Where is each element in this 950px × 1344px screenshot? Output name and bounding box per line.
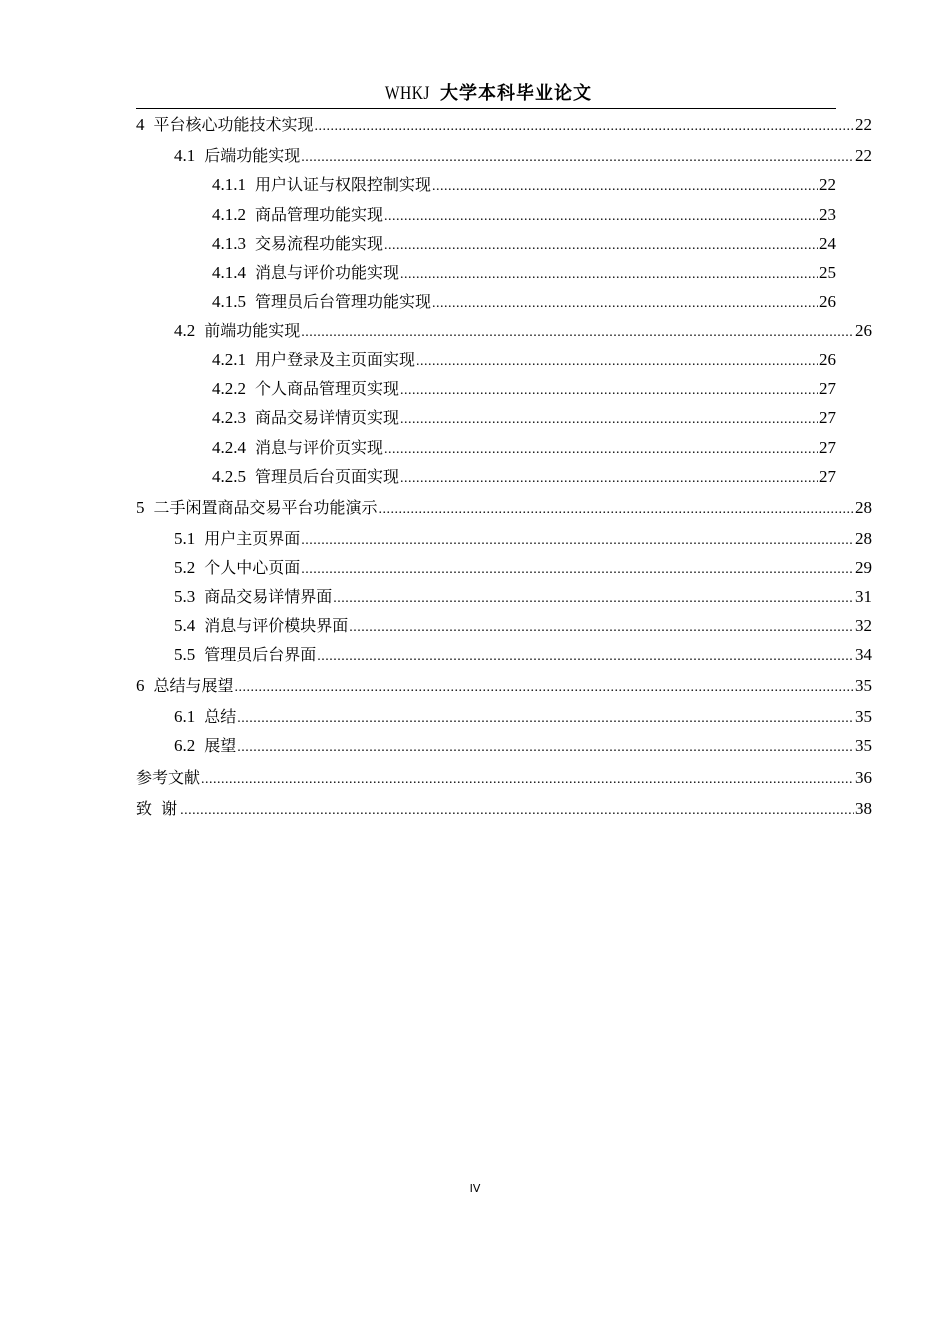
dot-leader xyxy=(400,264,818,286)
toc-entry-number: 4.1.4 xyxy=(212,263,246,282)
toc-entry-number: 4.2.4 xyxy=(212,438,246,457)
toc-entry[interactable] xyxy=(212,204,836,228)
toc-entry-page: 22 xyxy=(819,175,836,194)
toc-entry-page: 23 xyxy=(819,205,836,224)
dot-leader xyxy=(237,737,854,759)
dot-leader xyxy=(317,646,854,668)
toc-entry-label: 前端功能实现 xyxy=(204,321,301,340)
toc-entry-label: 个人中心页面 xyxy=(204,558,301,577)
toc-entry-page: 25 xyxy=(819,263,836,282)
dot-leader xyxy=(384,439,818,461)
toc-entry-number: 4.2.2 xyxy=(212,379,246,398)
toc-entry-label: 管理员后台页面实现 xyxy=(255,467,400,486)
toc-entry-number: 6.2 xyxy=(174,736,196,755)
toc-entry[interactable] xyxy=(174,557,872,581)
dot-leader xyxy=(384,235,818,257)
toc-entry-label: 总结 xyxy=(204,707,237,726)
toc-entry-label: 用户认证与权限控制实现 xyxy=(255,175,432,194)
dot-leader xyxy=(400,409,818,431)
toc-entry-number: 5.4 xyxy=(174,616,196,635)
toc-entry-number: 6.1 xyxy=(174,707,196,726)
toc-entry-page: 38 xyxy=(855,799,872,818)
toc-entry[interactable] xyxy=(212,407,836,431)
toc-entry-label: 商品管理功能实现 xyxy=(255,205,384,224)
toc-entry-label: 商品交易详情界面 xyxy=(204,587,333,606)
dot-leader xyxy=(416,351,818,373)
dot-leader xyxy=(432,293,818,315)
toc-entry-number: 4 xyxy=(136,115,145,134)
dot-leader xyxy=(400,380,818,402)
toc-entry-page: 27 xyxy=(819,408,836,427)
toc-entry[interactable] xyxy=(174,145,872,169)
toc-entry-label: 用户登录及主页面实现 xyxy=(255,350,416,369)
toc-entry-number: 4.1.1 xyxy=(212,175,246,194)
toc-entry-label: 用户主页界面 xyxy=(204,529,301,548)
toc-entry-number: 4.1 xyxy=(174,146,196,165)
dot-leader xyxy=(201,769,854,791)
toc-entry[interactable] xyxy=(136,497,872,521)
toc-entry[interactable] xyxy=(212,291,836,315)
dot-leader xyxy=(180,800,854,822)
dot-leader xyxy=(379,499,854,521)
dot-leader xyxy=(333,588,854,610)
toc-entry-page: 24 xyxy=(819,234,836,253)
toc-entry-page: 35 xyxy=(855,676,872,695)
toc-entry-number: 4.2 xyxy=(174,321,196,340)
toc-entry[interactable] xyxy=(174,586,872,610)
toc-entry-number: 4.1.3 xyxy=(212,234,246,253)
toc-entry-number: 5.2 xyxy=(174,558,196,577)
toc-entry-number: 4.1.5 xyxy=(212,292,246,311)
toc-entry-page: 26 xyxy=(819,292,836,311)
toc-entry-label: 商品交易详情页实现 xyxy=(255,408,400,427)
dot-leader xyxy=(400,468,818,490)
toc-entry-label: 致 谢 xyxy=(136,799,180,818)
toc-entry-page: 27 xyxy=(819,467,836,486)
toc-entry-page: 32 xyxy=(855,616,872,635)
toc-entry-number: 5.1 xyxy=(174,529,196,548)
toc-entry-label: 交易流程功能实现 xyxy=(255,234,384,253)
toc-entry[interactable] xyxy=(212,262,836,286)
toc-entry-page: 27 xyxy=(819,379,836,398)
toc-entry[interactable] xyxy=(212,466,836,490)
toc-entry-page: 29 xyxy=(855,558,872,577)
toc-entry[interactable] xyxy=(212,437,836,461)
toc-entry-label: 总结与展望 xyxy=(153,676,234,695)
toc-entry-number: 4.2.1 xyxy=(212,350,246,369)
toc-entry-label: 参考文献 xyxy=(136,768,201,787)
dot-leader xyxy=(301,147,854,169)
toc-entry-number: 5.3 xyxy=(174,587,196,606)
toc-entry[interactable] xyxy=(212,378,836,402)
dot-leader xyxy=(301,322,854,344)
toc-entry-page: 28 xyxy=(855,498,872,517)
toc-entry-page: 26 xyxy=(855,321,872,340)
toc-entry-number: 5.5 xyxy=(174,645,196,664)
toc-entry-number: 4.2.3 xyxy=(212,408,246,427)
toc-entry-label: 消息与评价页实现 xyxy=(255,438,384,457)
toc-entry-page: 22 xyxy=(855,115,872,134)
dot-leader xyxy=(384,206,818,228)
toc-entry[interactable] xyxy=(136,798,872,822)
dot-leader xyxy=(315,116,854,138)
toc-entry-page: 22 xyxy=(855,146,872,165)
toc-entry-number: 4.2.5 xyxy=(212,467,246,486)
toc-entry[interactable] xyxy=(136,114,872,138)
toc-entry[interactable] xyxy=(212,349,836,373)
toc-entry[interactable] xyxy=(212,174,836,198)
toc-entry[interactable] xyxy=(212,233,836,257)
dot-leader xyxy=(349,617,854,639)
toc-entry-label: 管理员后台界面 xyxy=(204,645,317,664)
toc-entry-label: 消息与评价功能实现 xyxy=(255,263,400,282)
header-title: 大学本科毕业论文 xyxy=(440,83,593,104)
toc-entry-page: 35 xyxy=(855,736,872,755)
toc-entry-label: 个人商品管理页实现 xyxy=(255,379,400,398)
toc-entry-label: 二手闲置商品交易平台功能演示 xyxy=(153,498,378,517)
toc-entry[interactable] xyxy=(136,767,872,791)
dot-leader xyxy=(235,677,854,699)
toc-entry[interactable] xyxy=(136,675,872,699)
toc-entry[interactable] xyxy=(174,320,872,344)
toc-entry-page: 34 xyxy=(855,645,872,664)
header-brand: WHKJ xyxy=(384,83,430,104)
toc-entry-number: 5 xyxy=(136,498,145,517)
toc-entry-label: 展望 xyxy=(204,736,237,755)
toc-entry-label: 后端功能实现 xyxy=(204,146,301,165)
toc-entry-page: 31 xyxy=(855,587,872,606)
toc-entry-page: 35 xyxy=(855,707,872,726)
dot-leader xyxy=(301,530,854,552)
toc-entry[interactable] xyxy=(174,528,872,552)
toc-entry-label: 平台核心功能技术实现 xyxy=(153,115,314,134)
toc-entry[interactable] xyxy=(174,644,872,668)
toc-entry-page: 26 xyxy=(819,350,836,369)
toc-entry-page: 28 xyxy=(855,529,872,548)
toc-entry-label: 管理员后台管理功能实现 xyxy=(255,292,432,311)
toc-entry[interactable] xyxy=(174,706,872,730)
dot-leader xyxy=(432,176,818,198)
toc-entry-number: 6 xyxy=(136,676,145,695)
toc-entry-page: 27 xyxy=(819,438,836,457)
toc-entry-label: 消息与评价模块界面 xyxy=(204,616,349,635)
dot-leader xyxy=(301,559,854,581)
toc-entry[interactable] xyxy=(174,615,872,639)
toc-entry-page: 36 xyxy=(855,768,872,787)
toc-entry-number: 4.1.2 xyxy=(212,205,246,224)
page-number: IV xyxy=(469,1182,481,1195)
dot-leader xyxy=(237,708,854,730)
toc-entry[interactable] xyxy=(174,735,872,759)
